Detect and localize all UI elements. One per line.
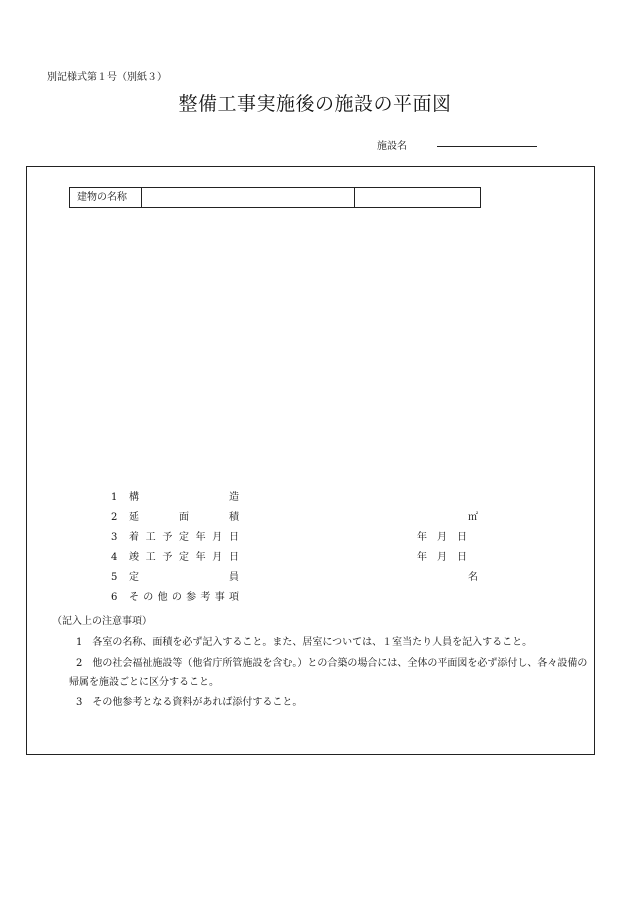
item-label-char: の — [171, 592, 182, 603]
item-label — [129, 531, 239, 545]
item-unit: ㎡ — [468, 512, 478, 523]
item-label-char: の — [143, 592, 154, 603]
page-title: 整備工事実施後の施設の平面図 — [178, 93, 452, 115]
item-structure — [111, 491, 481, 505]
item-label-char: 着 — [129, 532, 139, 543]
item-number: 4 — [111, 552, 118, 563]
item-label-char: 定 — [178, 532, 189, 543]
item-label — [129, 571, 239, 585]
item-label — [129, 551, 239, 565]
note-item: 1 各室の名称、面積を必ず記入すること。また、居室については、１室当たり人員を記入すること。 — [76, 637, 533, 648]
item-label-char: 項 — [228, 592, 239, 603]
notes-heading: （記入上の注意事項） — [52, 616, 152, 627]
item-label-char: 他 — [157, 592, 168, 603]
item-label-char: 面 — [179, 512, 189, 523]
item-label — [129, 591, 239, 605]
item-label-char: 積 — [229, 512, 239, 523]
item-label-char: 員 — [229, 572, 239, 583]
item-number: 2 — [111, 512, 118, 523]
item-label-char: 年 — [195, 532, 206, 543]
item-floor-area — [111, 511, 481, 525]
item-label-char: 日 — [228, 532, 239, 543]
item-label-char: 造 — [229, 492, 239, 503]
item-label-char: 考 — [200, 592, 211, 603]
item-label-char: 竣 — [129, 552, 139, 563]
item-label-char: 年 — [195, 552, 206, 563]
item-label — [129, 511, 239, 525]
building-name-label: 建物の名称 — [70, 188, 142, 207]
item-label-char: 参 — [186, 592, 197, 603]
item-label-char: 月 — [212, 532, 223, 543]
item-label-char: そ — [129, 592, 139, 603]
facility-name-label: 施設名 — [377, 141, 407, 152]
facility-name-field[interactable] — [437, 146, 537, 147]
item-other-references — [111, 591, 481, 605]
item-label-char: 事 — [214, 592, 225, 603]
item-unit: 年 月 日 — [417, 532, 467, 543]
item-label-char: 予 — [162, 552, 173, 563]
item-label — [129, 491, 239, 505]
item-label-char: 工 — [145, 552, 156, 563]
item-unit: 名 — [468, 572, 478, 583]
item-start-date — [111, 531, 481, 545]
note-item-continuation: 帰属を施設ごとに区分すること。 — [69, 677, 219, 688]
item-number: 5 — [111, 572, 118, 583]
item-capacity — [111, 571, 481, 585]
item-number: 1 — [111, 492, 118, 503]
item-unit: 年 月 日 — [417, 552, 467, 563]
building-name-extra[interactable] — [355, 188, 480, 207]
note-item: 3 その他参考となる資料があれば添付すること。 — [76, 697, 303, 708]
item-label-char: 予 — [162, 532, 173, 543]
item-label-char: 月 — [212, 552, 223, 563]
form-id: 別記様式第１号（別紙３） — [47, 72, 167, 83]
building-name-value[interactable] — [142, 188, 355, 207]
note-item: 2 他の社会福祉施設等（他省庁所管施設を含む。）との合築の場合には、全体の平面図を必ず添付し、各々設備の — [76, 658, 588, 669]
item-label-char: 定 — [178, 552, 189, 563]
item-label-char: 延 — [129, 512, 139, 523]
item-number: 3 — [111, 532, 118, 543]
item-label-char: 工 — [145, 532, 156, 543]
item-label-char: 構 — [129, 492, 139, 503]
item-label-char: 日 — [228, 552, 239, 563]
item-label-char: 定 — [129, 572, 139, 583]
item-completion-date — [111, 551, 481, 565]
building-name-table — [69, 187, 481, 208]
item-number: 6 — [111, 592, 118, 603]
